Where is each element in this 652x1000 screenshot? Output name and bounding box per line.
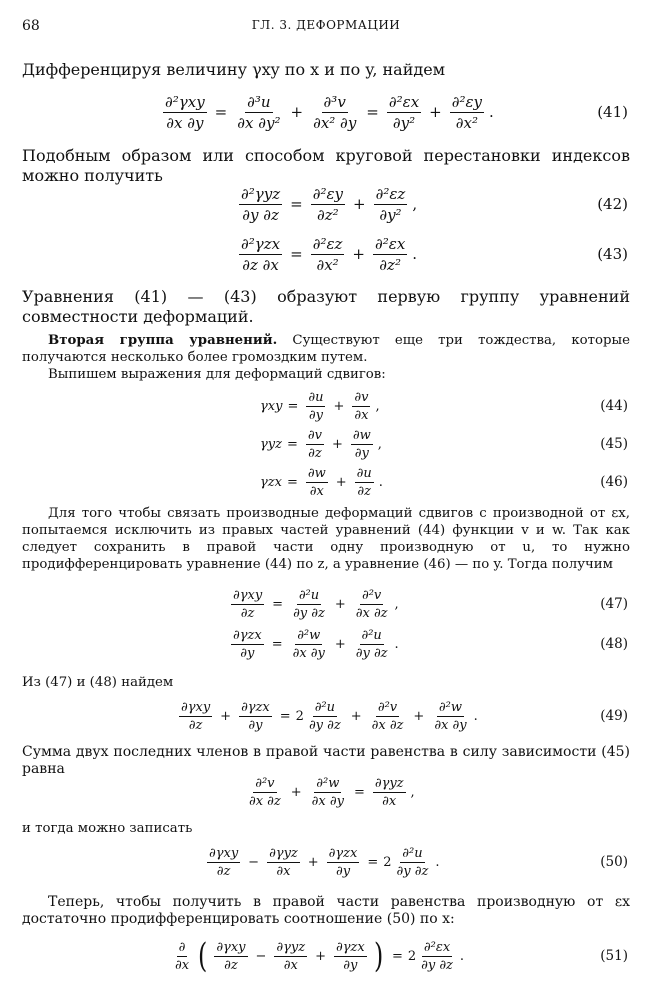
running-title: ГЛ. 3. ДЕФОРМАЦИИ	[251, 18, 401, 32]
equation-45: γyz = $\frac{\partial v}{\partial z}$ + $\frac{\partial w}{\partial y}$ , (45)	[260, 427, 628, 461]
equation-number: (45)	[600, 436, 628, 452]
equation-number: (48)	[600, 636, 628, 652]
equation-unnumbered: $\frac{\text{∂²v}}{\partial x \partial z}$ + $\frac{\text{∂²w}}{\partial x \partial y}$ = $\frac{\text{∂γyz}}{\partial x}$ ,	[249, 775, 415, 809]
section-heading: Вторая группа уравнений.	[48, 333, 278, 348]
paragraph: Выпишем выражения для деформаций сдвигов:	[48, 367, 386, 382]
equation-number: (46)	[600, 474, 628, 490]
equation-43: $\frac{\text{∂²γzx}}{\partial z \partial x}$ = $\frac{\text{∂²εz}}{\text{∂x²}}$ + $\frac{\text{∂²εx}}{\text{∂z²}}$ . (43)	[241, 234, 628, 274]
equation-49: $\frac{\text{∂γxy}}{\partial z}$ + $\frac{\text{∂γzx}}{\partial y}$ = 2 $\frac{\text{∂²u}}{\partial y \partial z}$ + $\frac{\text{∂²v}}{\partial x \partial z}$ + $\frac{\text{∂²w}}{\partial x \partial y}$ . (49)	[181, 699, 628, 733]
equation-number: (42)	[597, 195, 628, 213]
equation-42: $\frac{\text{∂²γyz}}{\partial y \partial z}$ = $\frac{\text{∂²εy}}{\text{∂z²}}$ + $\frac{\text{∂²εz}}{\text{∂y²}}$ , (42)	[241, 184, 628, 224]
page-header	[22, 18, 630, 38]
paragraph: Для того чтобы связать производные деформаций сдвигов с производной от εx, попытаемся исключить из правых частей уравнений (44) функции v и w. Так как следует сохранить в правой части одну производную от u, то нужно продифференцировать уравнение (44) по z, а уравнение (46) — по y. Тогда получим	[22, 506, 630, 572]
equation-51: $\frac{\partial}{\partial x}$ ( $\frac{\text{∂γxy}}{\partial z}$ − $\frac{\text{∂γyz}}{\partial x}$ + $\frac{\text{∂γzx}}{\partial y}$ ) = 2 $\frac{\text{∂²εx}}{\partial y \partial z}$ . (51)	[175, 936, 628, 976]
paragraph: Подобным образом или способом круговой перестановки индексов можно получить	[22, 146, 630, 185]
equation-number: (41)	[597, 103, 628, 121]
equation-48: $\frac{\text{∂γzx}}{\partial y}$ = $\frac{\text{∂²w}}{\partial x \partial y}$ + $\frac{\text{∂²u}}{\partial y \partial z}$ . (48)	[233, 627, 628, 661]
equation-47: $\frac{\text{∂γxy}}{\partial z}$ = $\frac{\text{∂²u}}{\partial y \partial z}$ + $\frac{\text{∂²v}}{\partial x \partial z}$ , (47)	[233, 587, 628, 621]
equation-number: (44)	[600, 398, 628, 414]
paragraph: Теперь, чтобы получить в правой части равенства производную от εx достаточно продифференцировать соотношение (50) по x:	[22, 894, 630, 927]
paragraph: Уравнения (41) — (43) образуют первую группу уравнений совместности деформаций.	[22, 287, 630, 326]
paragraph: и тогда можно записать	[22, 821, 193, 836]
equation-number: (51)	[600, 948, 628, 964]
page-number: 68	[22, 18, 40, 34]
equation-number: (43)	[597, 245, 628, 263]
equation-46: γzx = $\frac{\partial w}{\partial x}$ + $\frac{\partial u}{\partial z}$ . (46)	[260, 465, 628, 499]
paragraph: Дифференцируя величину γxy по x и по y, найдем	[22, 60, 446, 79]
equation-50: $\frac{\text{∂γxy}}{\partial z}$ − $\frac{\text{∂γyz}}{\partial x}$ + $\frac{\text{∂γzx}}{\partial y}$ = 2 $\frac{\text{∂²u}}{\partial y \partial z}$ . (50)	[209, 845, 628, 879]
paragraph: Сумма двух последних членов в правой части равенства в силу зависимости (45) равна	[22, 744, 630, 777]
paragraph: Из (47) и (48) найдем	[22, 675, 174, 690]
equation-number: (49)	[600, 708, 628, 724]
equation-number: (47)	[600, 596, 628, 612]
equation-41: $\frac{\text{∂²γxy}}{\partial x \partial y}$ = $\frac{\text{∂³u}}{\text{∂x ∂y²}}$ + $\frac{\text{∂³v}}{\text{∂x² ∂y}}$ = $\frac{\text{∂²εx}}{\text{∂y²}}$ + $\frac{\text{∂²εy}}{\text{∂x²}}$ . (41)	[165, 92, 628, 132]
equation-44: γxy = $\frac{\partial u}{\partial y}$ + $\frac{\partial v}{\partial x}$ , (44)	[260, 389, 628, 423]
equation-number: (50)	[600, 854, 628, 870]
paragraph: Вторая группа уравнений. Существуют еще три тождества, которые получаются несколько более громоздким путем.	[22, 333, 630, 365]
